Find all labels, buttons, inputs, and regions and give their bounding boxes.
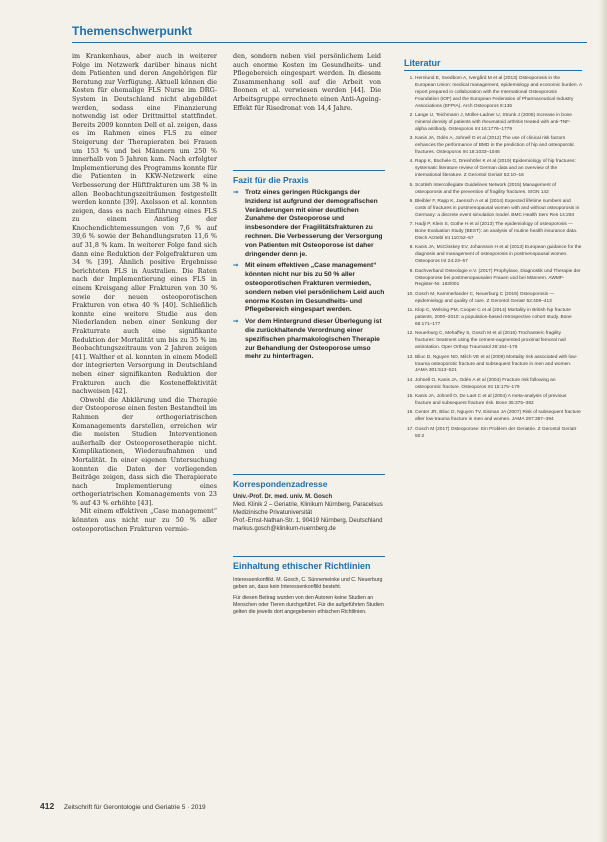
ethics-box (233, 556, 385, 620)
references-list (404, 76, 582, 441)
reference-item: 10. Gosch M, Kammerlander C, Neuerburg C (2019) Osteoporosis — epidemiology and quality of care. Z Gerontol Geriatr 52:408–413 (415, 292, 582, 306)
reference-item: 4. Rapp K, Büchele G, Dreinhöfer K et al (2019) Epidemiology of hip fractures: systematic literature review of German data and an overview of the international literature. Z Gerontol Geriatr 52:10–16 (415, 159, 582, 180)
reference-item: 1. Hernlund E, Svedbom A, Ivergård M et al (2013) Osteoporosis in the European Union: medical management, epidemiology and economic burden. A report prepared in collaboration with the International Osteoporosis Foundation (IOF) and the European Federation of Pharmaceutical Industry Associations (EFPIA). Arch Osteoporos 8:136 (415, 76, 582, 111)
fazit-item (233, 189, 385, 259)
page-footer (40, 801, 206, 811)
body-paragraph: Obwohl die Abklärung und die Therapie der Osteoporose einen festen Bestandteil im Rahmen der orthogeriatrischen Komanagements darstellen, erreichen wir die meisten Studien Interventionen außerhalb der Osteoporosetherapie nicht. Komplikationen, Wiederaufnahmen und Mortalität. In einer eigenen Untersuchung konnten die Daten der vorliegenden Beiträge zeigen, dass sich die Therapierate nach Implementierung eines orthogeriatrischen Komanagements von 23 % auf 43 % erhöhte [43]. (72, 395, 217, 507)
reference-item: 9. Dachverband Osteologie e.V. (2017) Prophylaxe, Diagnostik und Therapie der Osteoporose bei postmenopausalen Frauen und bei Männern. AWMF-Register-Nr. 183/001 (415, 269, 582, 290)
ethics-text: Interessenkonflikt. M. Gosch, C. Sünnemeinke und C. Neuerburg geben an, dass kein Interessenkonflikt besteht. (233, 577, 383, 590)
arrow-icon: ➞ (233, 318, 239, 326)
arrow-icon: ➞ (233, 189, 239, 196)
references-title: Literatur (404, 58, 441, 68)
page-edge-shadow (599, 0, 607, 842)
reference-item: 7. Hadji P, Klein S, Gothe H et al (2013) The epidemiology of osteoporosis — Bone Evaluation Study (BEST): an analysis of routine health insurance data. Dtsch Arztebl Int 110:52–57 (415, 222, 582, 243)
ethics-rule (233, 556, 385, 557)
reference-item: 13. Bliuc D, Nguyen ND, Milch VE et al (2009) Mortality risk associated with low-trauma osteoporotic fracture and subsequent fracture in men and women. JAMA 301:513–521 (415, 355, 582, 376)
correspondence-email: markus.gosch@klinikum-nuernberg.de (233, 526, 336, 532)
reference-item: 15. Kanis JA, Johnell O, De Laet C et al (2004) A meta-analysis of previous fracture and subsequent fracture risk. Bone 35:375–382 (415, 394, 582, 408)
fazit-box (233, 170, 385, 365)
body-paragraph: den, sondern neben viel persönlichem Leid auch enorme Kosten im Gesundheits- und Pflegebereich eingespart werden. In diesem Zusammenhang soll auf die Arbeit von Boonen et al. verwiesen werden [44]. Die Arbeitsgruppe errechnete einen Anti-Ageing-Effekt für Risedronat von 14,4 Jahre. (233, 52, 381, 112)
body-paragraph: Mit einem effektiven „Case management“ könnten aus nicht nur zu 50 % aller osteoporotischen Frakturen vermie- (72, 507, 217, 533)
arrow-icon: ➞ (233, 262, 239, 270)
body-paragraph: im Krankenhaus, aber auch in weiterer Folge im Netzwerk darüber hinaus nicht dem Patienten und deren Angehörigen für Beratung zur Verfügung. Aktuell können die Kosten für ehemalige FLS Nurse im DRG-System in Deutschland nicht abgebildet werden, sodass eine Finanzierung notwendig ist oder Drittmittel stattfindet. Bereits 2009 konnten Dell et al. zeigen, dass es im Rahmen eines FLS zu einer Steigerung der Therapieraten bei Frauen um 153 % und bei Männern um 250 % innerhalb von 5 Jahren kam. Nach erfolgter Implementierung des Programms konnte für die Patienten in KKW-Netzwerk eine Verbesserung der Hüftfrakturen um 38 % in allen Beobachtungszeiträumen festgestellt werden konnte [39]. Axelsson et al. konnten zeigen, dass es nach Einführung eines FLS zu einem Anstieg der Knochendichtemessungen von 7,6 % auf 39,6 % sowie der Behandlungsraten 11,6 % auf 31,8 % kam. In weiterer Folge fand sich dann eine Reduktion der Folgefrakturen um 34 % [39]. Ähnlich positive Ergebnisse berichteten FLS in Australien. Die Raten nach der Implementierung eines FLS in einem Kreisgang aller Frakturen von 30 % sowie der neuen osteoporotischen Frakturen von etwa 40 % [40]. Schließlich konnte eine weitere Studie aus den Niederlanden neben einer Senkung der Frakturrate auch eine signifikante Reduktion der Mortalität um bis zu 35 % im Beobachtungszeitraum von 2 Jahren zeigen [41]. Walther et al. konnten in einem Modell der integrierten Versorgung in Deutschland neben einer signifikanten Reduktion der Frakturen auch die Kosteneffektivität nachweisen [42]. (72, 52, 217, 396)
correspondence-line: Med. Klinik 2 – Geriatrie, Klinikum Nürnberg, Paracelsus Medizinische Privatuniversität (233, 502, 383, 516)
reference-item: 8. Kanis JA, McCloskey EV, Johansson H et al (2013) European guidance for the diagnosis and management of osteoporosis in postmenopausal women. Osteoporos Int 24:23–57 (415, 245, 582, 266)
ethics-text: Für diesen Beitrag wurden von den Autoren keine Studien an Menschen oder Tieren durchgeführt. Für die aufgeführten Studien gelten die jeweils dort angegebenen ethischen Richtlinien. (233, 595, 384, 615)
fazit-item-text: Mit einem effektiven „Case management“ könnten nicht nur bis zu 50 % aller osteoporotischen Frakturen vermieden, sondern neben viel persönlichem Leid auch enorme Kosten im Gesundheits- und Pflegebereich eingespart werden. (245, 262, 385, 314)
fazit-item-text: Vor dem Hintergrund dieser Überlegung ist die zurückhaltende Verordnung einer spezifischen pharmakologischen Therapie zur Behandlung der Osteoporose umso mehr zu hinterfragen. (245, 318, 382, 361)
references-rule (404, 70, 582, 71)
correspondence-rule (233, 474, 385, 475)
fazit-title: Fazit für die Praxis (233, 175, 309, 185)
reference-item: 11. Klop C, Welsing PM, Cooper C et al (2014) Mortality in British hip fracture patients, 2000–2010: a population-based retrospective cohort study. Bone 66:171–177 (415, 308, 582, 329)
header-rule (72, 42, 587, 43)
body-column-2 (233, 52, 381, 112)
correspondence-box (233, 474, 385, 533)
correspondence-line: Prof.-Ernst-Nathan-Str. 1, 90419 Nürnberg, Deutschland (233, 518, 383, 524)
correspondence-title: Korrespondenzadresse (233, 479, 328, 489)
fazit-item (233, 318, 385, 362)
body-column-1 (72, 52, 217, 692)
journal-citation: Zeitschrift für Gerontologie und Geriatrie 5 · 2019 (64, 804, 206, 811)
reference-item: 16. Center JR, Bliuc D, Nguyen TV, Eisman JA (2007) Risk of subsequent fracture after low-trauma fracture in men and women. JAMA 297:387–394 (415, 410, 582, 424)
ethics-title: Einhaltung ethischer Richtlinien (233, 561, 371, 571)
reference-item: 12. Neuerburg C, Mehaffey S, Gosch M et al (2016) Trochanteric fragility fractures: treatment using the cement-augmented proximal femoral nail antirotation. Oper Orthop Traumatol 28:164–176 (415, 331, 582, 352)
fazit-item-text: Trotz eines geringen Rückgangs der Inzidenz ist aufgrund der demografischen Veränderungen mit einer deutlichen Zunahme der Osteoporose und insbesondere der Fragilitätsfrakturen zu rechnen. Die Verbesserung der Versorgung von Patienten mit Osteoporose ist daher dringender denn je. (245, 189, 383, 258)
reference-item: 6. Bleibler F, Rapp K, Jaensch A et al (2014) Expected lifetime numbers and costs of fractures in postmenopausal women with and without osteoporosis in Germany: a discrete event simulation model. BMC Health Serv Res 14:284 (415, 199, 582, 220)
reference-item: 2. Lange U, Teichmann J, Müller-Ladner U, Strunk J (2005) Increase in bone mineral density of patients with rheumatoid arthritis treated with anti-TNF-alpha antibody. Osteoporos Int 16:1776–1779 (415, 113, 582, 134)
fazit-rule (233, 170, 385, 171)
reference-item: 17. Gosch M (2017) Osteoporose: Ein Problem der Geriatrie. Z Gerontol Geriatr 50:2 (415, 427, 582, 441)
section-rubric: Themenschwerpunkt (72, 24, 193, 38)
references-section (404, 58, 582, 443)
correspondence-name: Univ.-Prof. Dr. med. univ. M. Gosch (233, 494, 333, 500)
page-number: 412 (40, 801, 55, 811)
reference-item: 5. Scottish Intercollegiate Guidelines Network (2015) Management of osteoporosis and the prevention of fragility fractures. SIGN 142 (415, 183, 582, 197)
fazit-list (233, 189, 385, 362)
reference-item: 3. Kanis JA, Odén A, Johnell O et al (2012) The use of clinical risk factors enhances the performance of BMD in the prediction of hip and osteoporotic fractures. Osteoporos Int 18:1033–1046 (415, 136, 582, 157)
fazit-item (233, 262, 385, 315)
reference-item: 14. Johnell O, Kanis JA, Odén A et al (2004) Fracture risk following an osteoporotic fracture. Osteoporos Int 15:175–179 (415, 378, 582, 392)
